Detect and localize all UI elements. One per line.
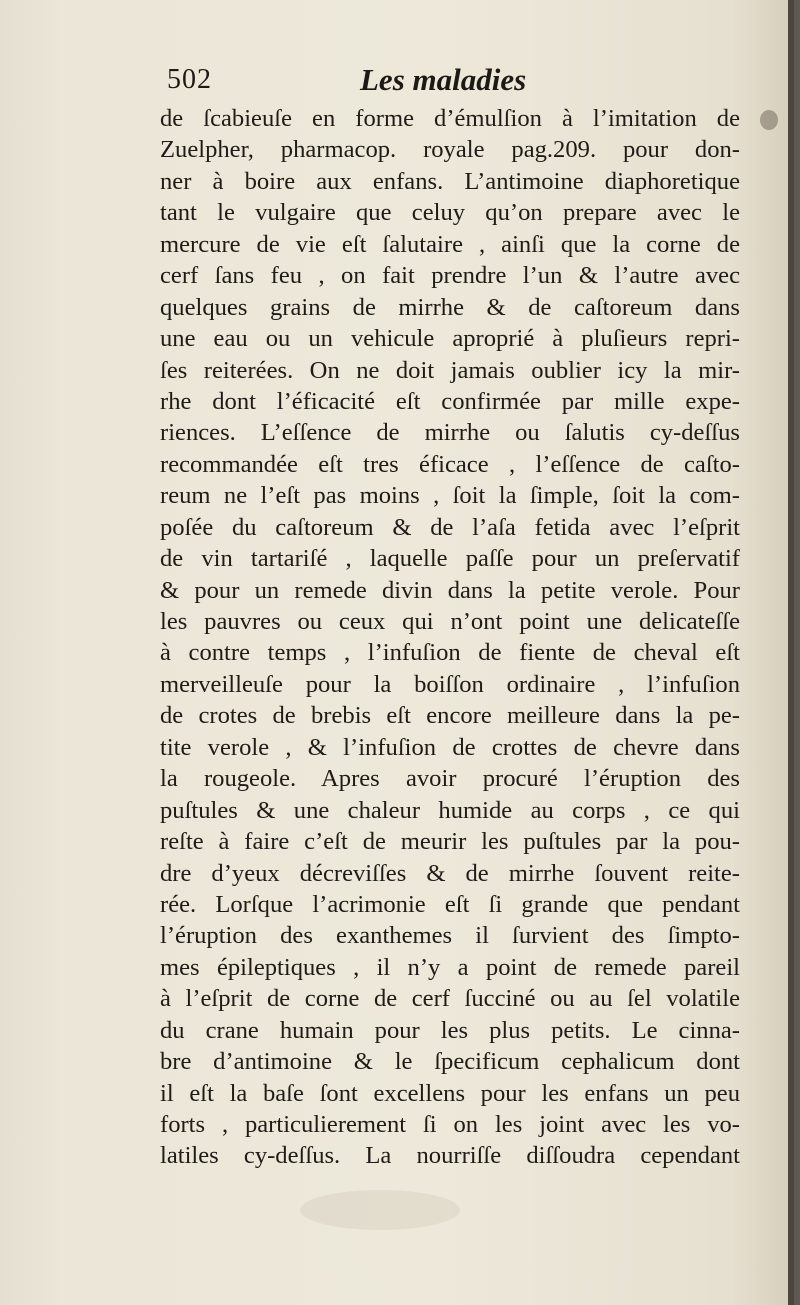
text-line: l’éruption des exanthemes il ſurvient des ſimpto- [160, 922, 740, 950]
text-line: mercure de vie eſt ſalutaire , ainſi que la corne de [160, 230, 740, 258]
text-line: riences. L’eſſence de mirrhe ou ſalutis cy-deſſus [160, 419, 740, 447]
text-line: de vin tartariſé , laquelle paſſe pour un preſervatif [160, 545, 740, 573]
text-line: reſte à faire c’eſt de meurir les puſtules par la pou- [160, 828, 740, 856]
text-line: de crotes de brebis eſt encore meilleure dans la pe- [160, 702, 740, 730]
page-header [167, 62, 767, 106]
text-line: rhe dont l’éficacité eſt confirmée par mille expe- [160, 387, 740, 415]
text-line: cerf ſans feu , on fait prendre l’un & l’autre avec [160, 262, 740, 290]
text-line: mes épileptiques , il n’y a point de remede pareil [160, 953, 740, 981]
ink-blot [760, 110, 778, 130]
text-line: latiles cy-deſſus. La nourriſſe diſſoudra cependant [160, 1142, 740, 1170]
text-line: de ſcabieuſe en forme d’émulſion à l’imitation de [160, 105, 740, 132]
text-line: forts , particulierement ſi on les joint avec les vo- [160, 1111, 740, 1138]
page-edge [788, 0, 794, 1305]
text-line: une eau ou un vehicule aproprié à pluſieurs repri- [160, 325, 740, 353]
text-line: & pour un remede divin dans la petite verole. Pour [160, 576, 740, 604]
text-line: bre d’antimoine & le ſpecificum cephalicum dont [160, 1048, 740, 1076]
text-line: recommandée eſt tres éficace , l’eſſence de caſto- [160, 450, 740, 478]
text-line: ner à boire aux enfans. L’antimoine diaphoretique [160, 167, 740, 195]
text-line: merveilleuſe pour la boiſſon ordinaire , l’infuſion [160, 670, 740, 698]
text-line: Zuelpher, pharmacop. royale pag.209. pour don- [160, 136, 740, 164]
text-line: il eſt la baſe ſont excellens pour les enfans un peu [160, 1079, 740, 1107]
text-line: les pauvres ou ceux qui n’ont point une delicateſſe [160, 608, 740, 635]
text-line: reum ne l’eſt pas moins , ſoit la ſimple, ſoit la com- [160, 482, 740, 510]
text-line: la rougeole. Apres avoir procuré l’éruption des [160, 765, 740, 793]
page-number: 502 [167, 64, 212, 95]
text-line: à contre temps , l’infuſion de fiente de cheval eſt [160, 639, 740, 667]
text-line: à l’eſprit de corne de cerf ſucciné ou au ſel volatile [160, 985, 740, 1013]
text-line: quelques grains de mirrhe & de caſtoreum dans [160, 293, 740, 321]
text-line: ſes reiterées. On ne doit jamais oublier icy la mir- [160, 356, 740, 384]
text-line: du crane humain pour les plus petits. Le cinna- [160, 1016, 740, 1044]
text-line: puſtules & une chaleur humide au corps , ce qui [160, 796, 740, 824]
text-line: tant le vulgaire que celuy qu’on prepare avec le [160, 199, 740, 227]
paper-stain [300, 1190, 460, 1230]
text-line: dre d’yeux décreviſſes & de mirrhe ſouvent reite- [160, 859, 740, 887]
body-text [160, 103, 740, 1172]
text-line: tite verole , & l’infuſion de crottes de chevre dans [160, 733, 740, 761]
running-head: Les maladies [360, 62, 527, 97]
text-line: rée. Lorſque l’acrimonie eſt ſi grande que pendant [160, 890, 740, 918]
text-line: poſée du caſtoreum & de l’aſa fetida avec l’eſprit [160, 513, 740, 541]
